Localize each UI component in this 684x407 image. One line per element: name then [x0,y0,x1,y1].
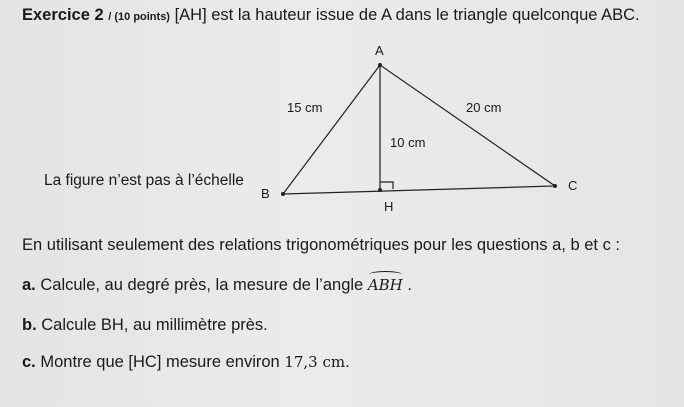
length-ab: 15 cm [287,100,323,115]
angle-abh: ABH [367,276,403,294]
hc-value: 17,3 cm [284,353,346,371]
length-ac: 20 cm [466,100,502,115]
point-b [281,192,285,196]
exercise-points: / (10 points) [108,11,170,23]
scale-note: La figure n’est pas à l’échelle [44,172,244,189]
question-c-label: c. [22,353,36,371]
label-c: C [568,178,578,193]
question-a-text: Calcule, au degré près, la mesure de l’angle [40,276,364,294]
label-a: A [375,43,384,58]
point-c [553,184,557,188]
question-c-text: Montre que [HC] mesure environ [40,353,280,371]
triangle-abc [283,65,555,194]
exercise-number: Exercice 2 [22,6,104,24]
label-b: B [261,186,270,201]
point-h [378,188,382,192]
question-a-label: a. [22,276,36,294]
question-a [22,274,412,295]
point-a [378,63,382,67]
label-h: H [384,199,394,214]
exercise-statement: [AH] est la hauteur issue de A dans le triangle quelconque ABC. [174,6,640,24]
question-c [22,353,350,372]
questions-intro: En utilisant seulement des relations trigonométriques pour les questions a, b et c : [22,236,620,254]
length-ah: 10 cm [390,135,426,150]
right-angle-mark [380,182,393,189]
question-b-text: Calcule BH, au millimètre près. [41,316,268,334]
question-a-end: . [407,276,412,294]
question-b-label: b. [22,316,37,334]
question-b [22,316,268,335]
question-c-end: . [345,353,350,371]
